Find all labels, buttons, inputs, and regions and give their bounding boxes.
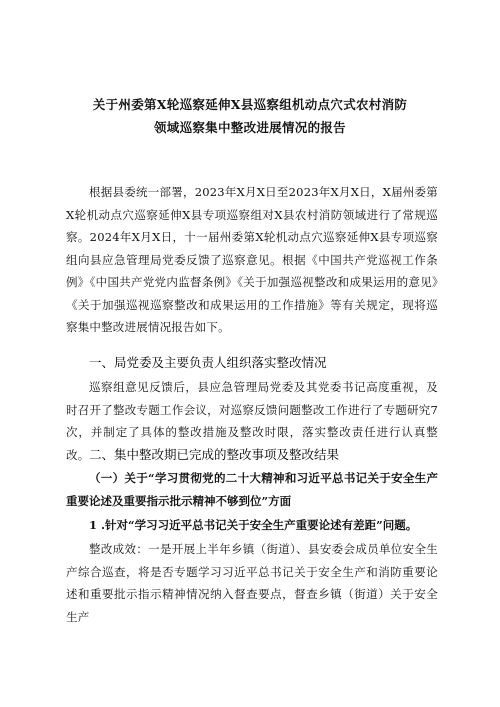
section-1-heading: 一、局党委及主要负责人组织落实整改情况 [89, 355, 327, 370]
section-1-body: 巡察组意见反馈后，县应急管理局党委及其党委书记高度重视，及时召开了整改专题工作会议，对巡察反馈问题整改工作进行了专题研究7次，并制定了具体的整改措施及整改时限，落实整改责任进行认真整改。 [66, 380, 438, 462]
document-title: 关于州委第X轮巡察延伸X县巡察组机动点穴式农村消防领域巡察集中整改进展情况的报告 [92, 97, 408, 135]
section-2-heading: 二、集中整改期已完成的整改事项及整改结果 [89, 447, 340, 462]
subsection-1-heading: （一）关于“学习贯彻党的二十大精神和习近平总书记关于安全生产重要论述及重要指示批示精神不够到位”方面 [66, 471, 438, 508]
item-1-heading: 1 .针对“学习习近平总书记关于安全生产重要论述有差距”问题。 [89, 518, 418, 532]
item-1-body: 整改成效：一是开展上半年乡镇（街道）、县安委会成员单位安全生产综合巡查，将是否专题学习习近平总书记关于安全生产和消防重要论述和重要批示指示精神情况纳入督查要点，督查乡镇（街道）关于安全生产 [66, 542, 438, 624]
intro-paragraph: 根据县委统一部署，2023年X月X日至2023年X月X日，X届州委第X轮机动点穴巡察延伸X县专项巡察组对X县农村消防领域进行了常规巡察。2024年X月X日，十一届州委第X轮机动点穴巡察延伸X县专项巡察组向县应急管理局党委反馈了巡察意见。根据《中国共产党巡视工作条例》《中国共产党党内监督条例》《关于加强巡视整改和成果运用的意见》《关于加强巡视巡察整改和成果运用的工作措施》等有关规定，现将巡察集中整改进展情况报告如下。 [66, 185, 438, 334]
